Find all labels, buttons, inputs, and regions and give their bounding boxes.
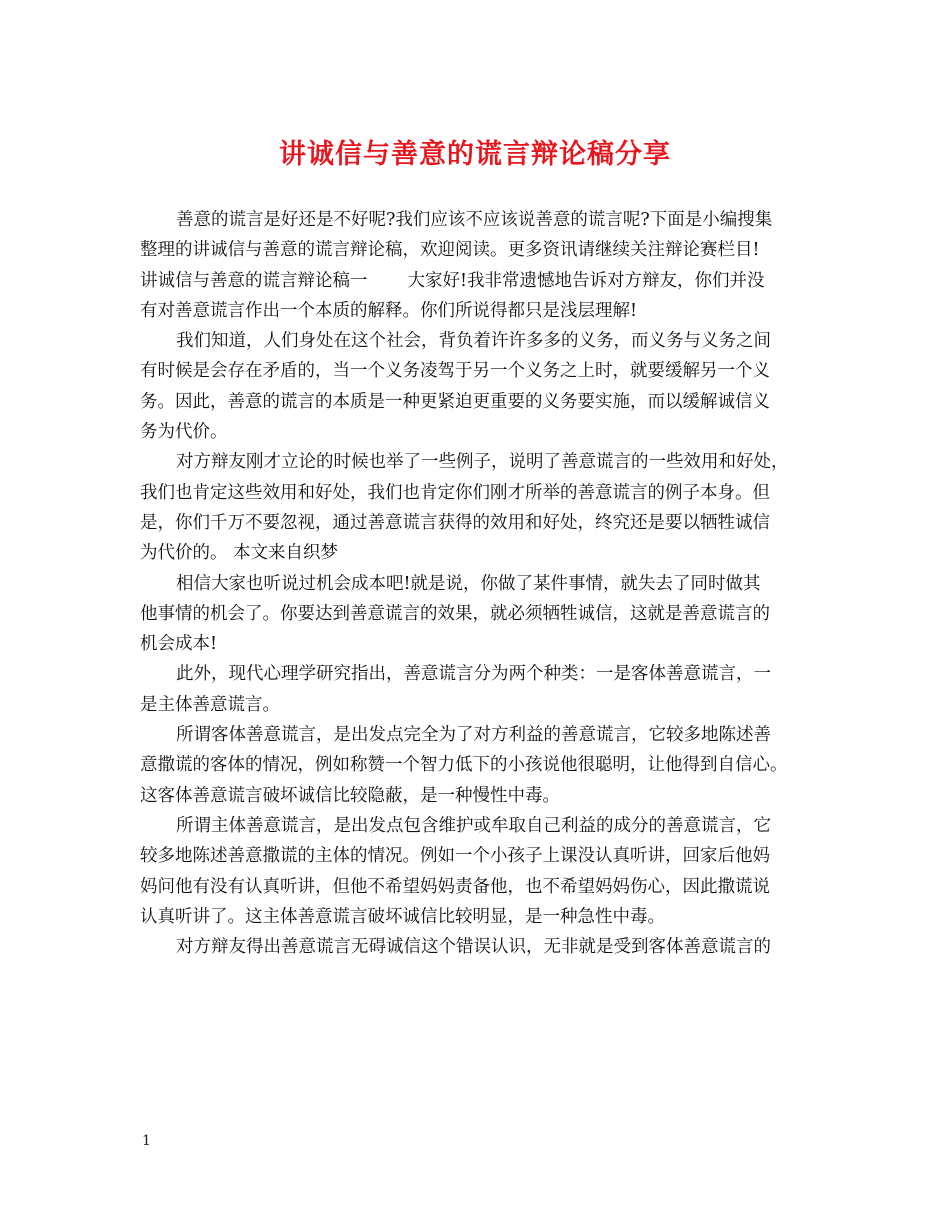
document-title: 讲诚信与善意的谎言辩论稿分享 <box>279 139 671 170</box>
text-line: 善意的谎言是好还是不好呢?我们应该不应该说善意的谎言呢?下面是小编搜集 <box>176 210 773 230</box>
text-line: 对方辩友刚才立论的时候也举了一些例子，说明了善意谎言的一些效用和好处， <box>176 452 789 473</box>
text-segment: 大家好!我非常遗憾地告诉对方辩友，你们并没 <box>407 270 765 291</box>
text-line: 此外，现代心理学研究指出，善意谎言分为两个种类：一是客体善意谎言，一 <box>176 664 771 685</box>
text-line-combined <box>140 266 812 296</box>
text-line: 他事情的机会了。你要达到善意谎言的效果，就必须牺牲诚信，这就是善意谎言的 <box>140 603 770 624</box>
page-number: 1 <box>142 1133 151 1149</box>
text-line: 认真听讲了。这主体善意谎言破坏诚信比较明显，是一种急性中毒。 <box>140 906 665 927</box>
text-line: 意撒谎的客体的情况，例如称赞一个智力低下的小孩说他很聪明，让他得到自信心。 <box>140 755 788 776</box>
text-line: 整理的讲诚信与善意的谎言辩论稿，欢迎阅读。更多资讯请继续关注辩论赛栏目! <box>140 240 760 261</box>
text-line: 务。因此，善意的谎言的本质是一种更紧迫更重要的义务要实施，而以缓解诚信义 <box>140 391 770 412</box>
text-line: 这客体善意谎言破坏诚信比较隐蔽，是一种慢性中毒。 <box>140 785 560 806</box>
document-body <box>140 205 812 962</box>
text-line: 所谓主体善意谎言，是出发点包含维护或牟取自己利益的成分的善意谎言，它 <box>176 815 771 836</box>
text-line: 所谓客体善意谎言，是出发点完全为了对方利益的善意谎言，它较多地陈述善 <box>176 725 771 746</box>
text-line: 相信大家也听说过机会成本吧!就是说，你做了某件事情，就失去了同时做其 <box>176 573 761 594</box>
text-line: 机会成本! <box>140 634 218 655</box>
text-line: 务为代价。 <box>140 422 228 443</box>
text-line: 对方辩友得出善意谎言无碍诚信这个错误认识，无非就是受到客体善意谎言的 <box>176 937 771 958</box>
text-line: 妈问他有没有认真听讲，但他不希望妈妈责备他，也不希望妈妈伤心，因此撒谎说 <box>140 876 770 897</box>
text-line: 较多地陈述善意撒谎的主体的情况。例如一个小孩子上课没认真听讲，回家后他妈 <box>140 846 770 867</box>
text-line: 有对善意谎言作出一个本质的解释。你们所说得都只是浅层理解! <box>140 300 638 321</box>
text-line: 我们知道，人们身处在这个社会，背负着许许多多的义务，而义务与义务之间 <box>176 331 771 352</box>
text-line: 是主体善意谎言。 <box>140 694 280 715</box>
section-heading: 讲诚信与善意的谎言辩论稿一 <box>140 270 368 291</box>
text-line: 为代价的。 本文来自织梦 <box>140 543 339 564</box>
text-line: 有时候是会存在矛盾的，当一个义务凌驾于另一个义务之上时，就要缓解另一个义 <box>140 361 770 382</box>
text-line: 是，你们千万不要忽视，通过善意谎言获得的效用和好处，终究还是要以牺牲诚信 <box>140 512 770 533</box>
text-line: 我们也肯定这些效用和好处，我们也肯定你们刚才所举的善意谎言的例子本身。但 <box>140 482 770 503</box>
